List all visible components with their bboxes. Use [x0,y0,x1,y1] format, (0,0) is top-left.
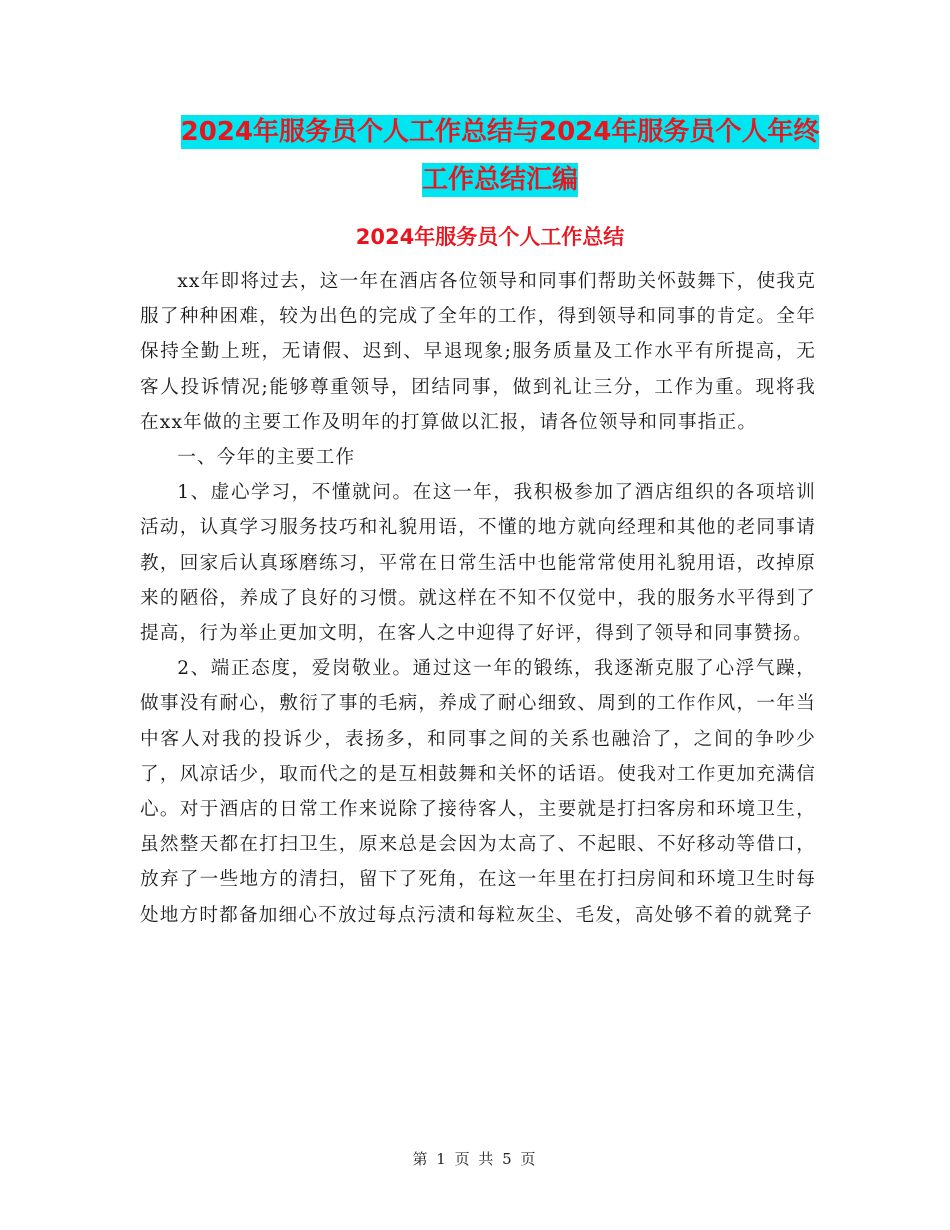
title-line-1: 2024年服务员个人工作总结与2024年服务员个人年终 [180,117,820,147]
paragraph-item-1: 1、虚心学习，不懂就问。在这一年，我积极参加了酒店组织的各项培训活动，认真学习服务技巧和礼貌用语，不懂的地方就向经理和其他的老同事请教，回家后认真琢磨练习，平常在日常生活中也能常常使用礼貌用语，改掉原来的陋俗，养成了良好的习惯。就这样在不知不仅觉中，我的服务水平得到了提高，行为举止更加文明，在客人之中迎得了好评，得到了领导和同事赞扬。 [140,482,816,645]
paragraph-heading-main-work: 一、今年的主要工作 [177,447,356,469]
paragraph-item-2: 2、端正态度，爱岗敬业。通过这一年的锻练，我逐渐克服了心浮气躁，做事没有耐心，敷衍了事的毛病，养成了耐心细致、周到的工作作风，一年当中客人对我的投诉少，表扬多，和同事之间的关系也融洽了，之间的争吵少了，风凉话少，取而代之的是互相鼓舞和关怀的话语。使我对工作更加充满信心。对于酒店的日常工作来说除了接待客人，主要就是打扫客房和环境卫生，虽然整天都在打扫卫生，原来总是会因为太高了、不起眼、不好移动等借口，放弃了一些地方的清扫，留下了死角，在这一年里在打扫房间和环境卫生时每处地方时都备加细心不放过每点污渍和每粒灰尘、毛发，高处够不着的就凳子 [140,658,816,926]
document-body [140,264,816,933]
page-number: 第 1 页 共 5 页 [412,1150,538,1168]
document-title [140,108,860,204]
title-line-2: 工作总结汇编 [421,165,578,195]
section-title: 2024年服务员个人工作总结 [355,225,625,249]
paragraph-intro: xx年即将过去，这一年在酒店各位领导和同事们帮助关怀鼓舞下，使我克服了种种困难，较为出色的完成了全年的工作，得到领导和同事的肯定。全年保持全勤上班，无请假、迟到、早退现象;服务质量及工作水平有所提高，无客人投诉情况;能够尊重领导，团结同事，做到礼让三分，工作为重。现将我在xx年做的主要工作及明年的打算做以汇报，请各位领导和同事指正。 [140,271,816,433]
